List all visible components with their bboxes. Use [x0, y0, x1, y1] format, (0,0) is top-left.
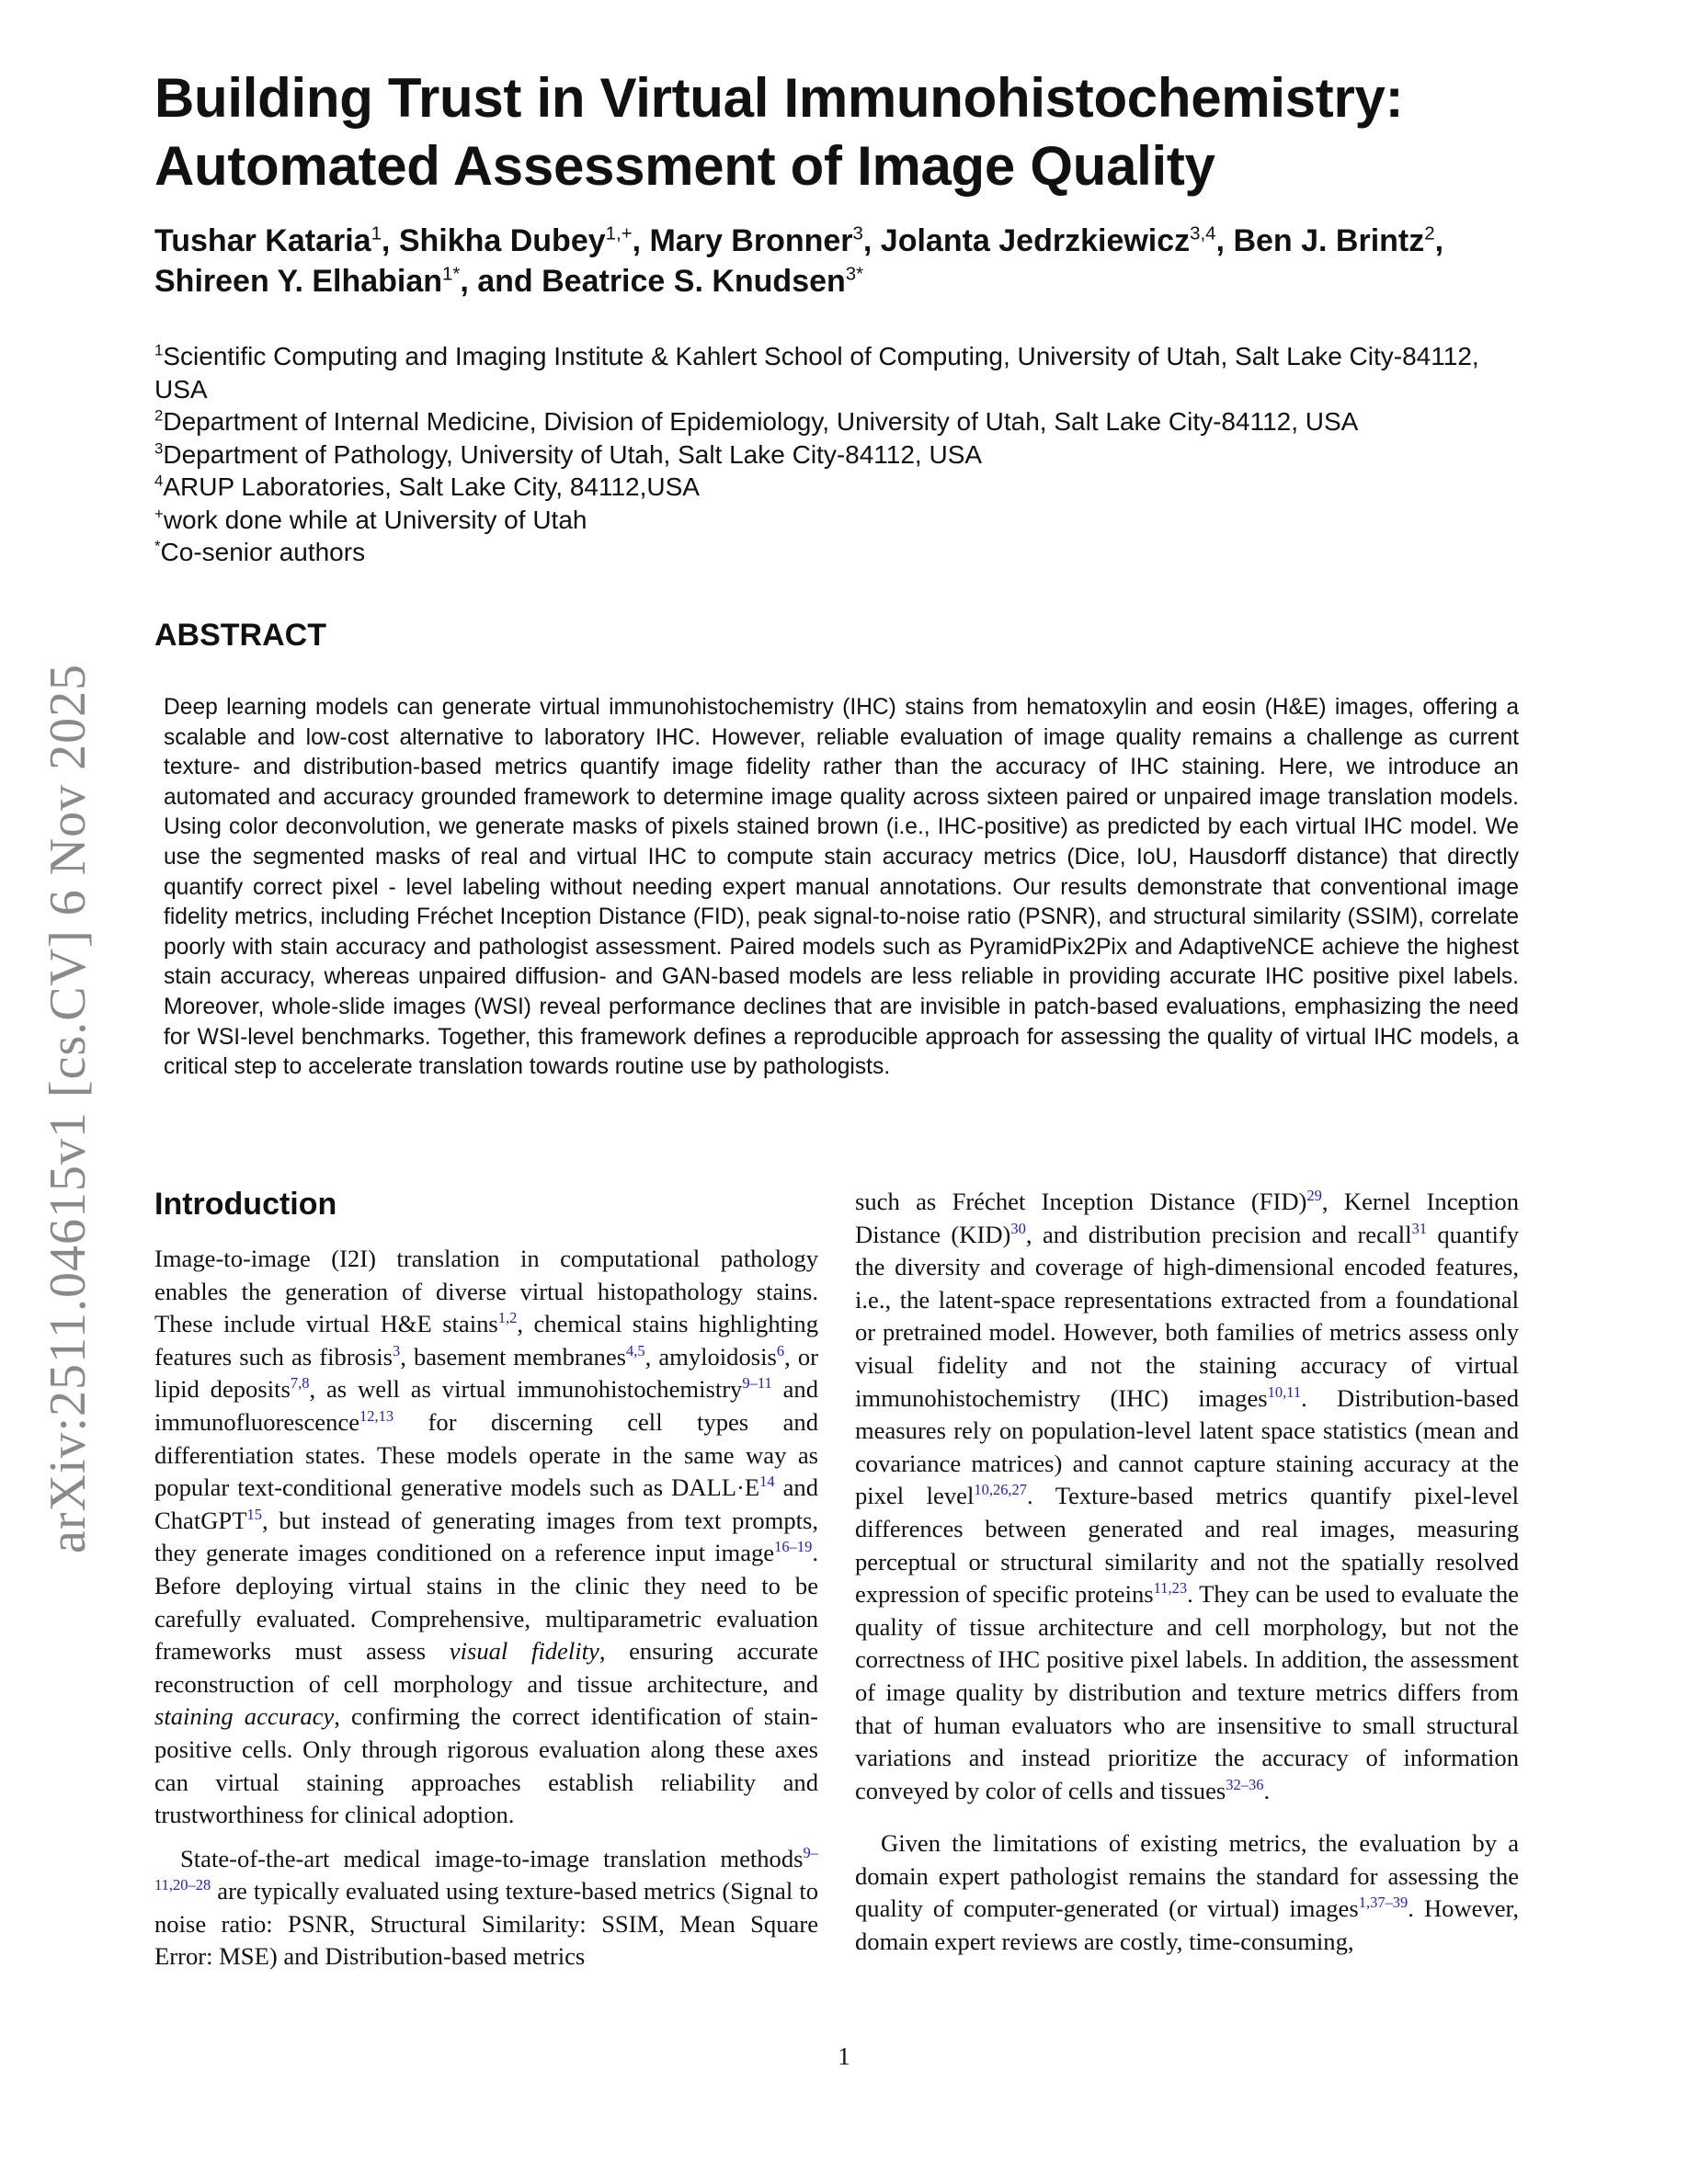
affiliation-mark: 4: [154, 472, 164, 490]
body-text: for discerning cell types and differentiation states. These models operate in the same way as popular text-conditional generative models such as DALL·E: [154, 1407, 818, 1502]
abstract-text: Deep learning models can generate virtual immunohistochemistry (IHC) stains from hematoxylin and eosin (H&E) images, offering a scalable and low-cost alternative to laboratory IHC. However, reliable evaluation of image quality remains a challenge as current texture- and distribution-based metrics quantify image fidelity rather than the accuracy of IHC staining. Here, we introduce an automated and accuracy grounded framework to determine image quality across sixteen paired or unpaired image translation models. Using color deconvolution, we generate masks of pixels stained brown (i.e., IHC-positive) as predicted by each virtual IHC model. We use the segmented masks of real and virtual IHC to compute stain accuracy metrics (Dice, IoU, Hausdorff distance) that directly quantify correct pixel - level labeling without needing expert manual annotations. Our results demonstrate that conventional image fidelity metrics, including Fréchet Inception Distance (FID), peak signal-to-noise ratio (PSNR), and structural similarity (SSIM), correlate poorly with stain accuracy and pathologist assessment. Paired models such as PyramidPix2Pix and AdaptiveNCE achieve the highest stain accuracy, whereas unpaired diffusion- and GAN-based models are less reliable in providing accurate IHC positive pixel labels. Moreover, whole-slide images (WSI) reveal performance declines that are invisible in patch-based evaluations, emphasizing the need for WSI-level benchmarks. Together, this framework defines a reproducible approach for assessing the quality of virtual IHC models, a critical step to accelerate translation towards routine use by pathologists.: [164, 695, 1519, 1080]
body-text: , as well as virtual immunohistochemistry: [309, 1375, 743, 1404]
section-heading-introduction: Introduction: [154, 1187, 337, 1222]
author-list: [154, 221, 1552, 301]
citation-link[interactable]: 30: [1010, 1219, 1026, 1237]
author-separator: ,: [1215, 223, 1234, 258]
author-separator: ,: [632, 223, 650, 258]
author-affiliation-mark: 3,4: [1190, 223, 1216, 245]
body-text: . Before deploying virtual stains in the clinic they need to be carefully evaluated. Comprehensive, multiparametric evaluation frameworks must assess: [154, 1539, 818, 1666]
citation-link[interactable]: 32–36: [1226, 1775, 1264, 1793]
citation-link[interactable]: 11,23: [1153, 1578, 1188, 1597]
author-name: Shikha Dubey: [398, 223, 606, 258]
author-affiliation-mark: 2: [1424, 223, 1435, 245]
citation-link[interactable]: 10,26,27: [974, 1481, 1028, 1499]
author-affiliation-mark: 1: [371, 223, 382, 245]
citation-link[interactable]: 1,37–39: [1358, 1894, 1409, 1912]
author-name: Shireen Y. Elhabian: [154, 264, 443, 299]
citation-link[interactable]: 31: [1411, 1219, 1427, 1237]
affiliation-text: Co-senior authors: [160, 538, 366, 566]
citation-link[interactable]: 3: [393, 1341, 401, 1359]
citation-link[interactable]: 1,2: [497, 1308, 518, 1326]
body-text: and immunofluorescence: [154, 1375, 819, 1436]
citation-link[interactable]: 10,11: [1267, 1382, 1302, 1401]
arxiv-stamp: arXiv:2511.04615v1 [cs.CV] 6 Nov 2025: [40, 663, 97, 1553]
body-text: such as Fréchet Inception Distance (FID): [855, 1188, 1307, 1215]
author-separator: , and: [460, 264, 542, 299]
affiliation-text: Department of Internal Medicine, Division of Epidemiology, University of Utah, Salt Lake City-84112, USA: [163, 407, 1359, 436]
citation-link[interactable]: 6: [776, 1341, 785, 1359]
citation-link[interactable]: 4,5: [626, 1341, 645, 1359]
title-line: Automated Assessment of Image Quality: [154, 135, 1215, 197]
affiliation-text: work done while at University of Utah: [163, 505, 587, 534]
author-name: Mary Bronner: [649, 223, 853, 258]
citation-link[interactable]: 9–11,20–28: [154, 1843, 818, 1894]
author-name: Beatrice S. Knudsen: [542, 264, 846, 299]
author-name: Tushar Kataria: [154, 223, 371, 258]
author-affiliation-mark: 1,+: [605, 223, 633, 245]
author-affiliation-mark: 3: [852, 223, 863, 245]
citation-link[interactable]: 12,13: [359, 1406, 394, 1425]
affiliation: [154, 471, 1534, 504]
body-text: . Distribution-based measures rely on population-level latent space statistics (mean and covariance matrices) and cannot capture staining accuracy at the pixel level: [855, 1383, 1519, 1510]
affiliation: [154, 504, 1534, 537]
title-line: Building Trust in Virtual Immunohistochemistry:: [154, 67, 1404, 129]
paragraph: [154, 1843, 818, 1974]
citation-link[interactable]: 14: [759, 1472, 775, 1490]
body-text: and ChatGPT: [154, 1473, 818, 1534]
affiliation: [154, 438, 1534, 472]
author-affiliation-mark: 1*: [442, 264, 461, 285]
body-text: , and distribution precision and recall: [1025, 1220, 1412, 1248]
body-text: are typically evaluated using texture-based metrics (Signal to noise ratio: PSNR, Structural Similarity: SSIM, Mean Square Error: MSE) and Distribution-based metrics: [154, 1877, 818, 1971]
citation-link[interactable]: 7,8: [290, 1374, 310, 1393]
body-text: . However, domain expert reviews are costly, time-consuming,: [855, 1894, 1519, 1956]
left-column: [154, 1186, 818, 1985]
author-separator: ,: [862, 223, 881, 258]
affiliation-text: ARUP Laboratories, Salt Lake City, 84112,USA: [163, 472, 700, 501]
author-name: Ben J. Brintz: [1233, 223, 1425, 258]
body-text: , basement membranes: [400, 1342, 627, 1371]
affiliation-text: Scientific Computing and Imaging Institute & Kahlert School of Computing, University of Utah, Salt Lake City-84112, USA: [154, 342, 1479, 404]
right-column: [855, 1186, 1519, 1970]
body-text: , but instead of generating images from text prompts, they generate images conditioned on a reference input image: [154, 1506, 818, 1567]
body-text: , amyloidosis: [644, 1342, 777, 1371]
body-text: . Texture-based metrics quantify pixel-level differences between generated and real images, measuring perceptual or structural similarity and not the spatially resolved expression of specific proteins: [855, 1482, 1519, 1609]
affiliation: [154, 340, 1534, 405]
affiliation-mark: 3: [154, 439, 164, 458]
body-text: Image-to-image (I2I) translation in computational pathology enables the generation of diverse virtual histopathology stains. These include virtual H&E stains: [154, 1245, 818, 1338]
body-text: , Kernel Inception Distance (KID): [855, 1188, 1519, 1248]
affiliation-text: Department of Pathology, University of Utah, Salt Lake City-84112, USA: [163, 439, 983, 469]
paragraph: [154, 1243, 818, 1832]
affiliations: [154, 340, 1534, 569]
affiliation-mark: +: [154, 505, 164, 523]
abstract-heading: ABSTRACT: [154, 618, 326, 653]
body-text: .: [1263, 1776, 1271, 1804]
body-text: , confirming the correct identification of stain-positive cells. Only through rigorous evaluation along these axes can virtual staining approaches establish reliability and trustworthiness for clinical adoption.: [154, 1702, 818, 1829]
body-text: . They can be used to evaluate the quality of tissue architecture and cell morphology, but not the correctness of IHC positive pixel labels. In addition, the assessment of image quality by distribution and texture metrics differs from that of human evaluators who are insensitive to small structural variations and instead prioritize the accuracy of information conveyed by color of cells and tissues: [855, 1580, 1519, 1804]
affiliation: [154, 536, 1534, 569]
affiliation-mark: 1: [154, 341, 164, 359]
citation-link[interactable]: 16–19: [774, 1538, 813, 1556]
body-text: , ensuring accurate reconstruction of cell morphology and tissue architecture, and: [154, 1637, 818, 1698]
paragraph: [855, 1827, 1519, 1958]
paragraph: [855, 1186, 1519, 1807]
citation-link[interactable]: 9–11: [742, 1374, 772, 1393]
citation-link[interactable]: 15: [246, 1505, 262, 1523]
author-name: Jolanta Jedrzkiewicz: [880, 223, 1191, 258]
body-text: State-of-the-art medical image-to-image translation methods: [180, 1844, 804, 1872]
emphasis-text: visual fidelity: [449, 1637, 599, 1666]
affiliation-mark: 2: [154, 406, 164, 425]
author-separator: ,: [381, 223, 399, 258]
emphasis-text: staining accuracy: [154, 1702, 335, 1731]
paper-title: [154, 64, 1534, 200]
body-text: , or lipid deposits: [154, 1342, 818, 1404]
page-number: 1: [838, 2042, 850, 2070]
body-text: , chemical stains highlighting features such as fibrosis: [154, 1310, 818, 1371]
body-text: quantify the diversity and coverage of high-dimensional encoded features, i.e., the latent-space representations extracted from a foundational or pretrained model. However, both families of metrics assess only visual fidelity and not the staining accuracy of virtual immunohistochemistry (IHC) images: [855, 1220, 1520, 1412]
citation-link[interactable]: 29: [1306, 1186, 1322, 1204]
author-affiliation-mark: 3*: [845, 264, 864, 285]
affiliation-mark: *: [154, 537, 161, 555]
affiliation: [154, 405, 1534, 438]
author-separator: ,: [1434, 223, 1444, 258]
body-text: Given the limitations of existing metrics, the evaluation by a domain expert pathologist remains the standard for assessing the quality of computer-generated (or virtual) images: [855, 1829, 1519, 1923]
